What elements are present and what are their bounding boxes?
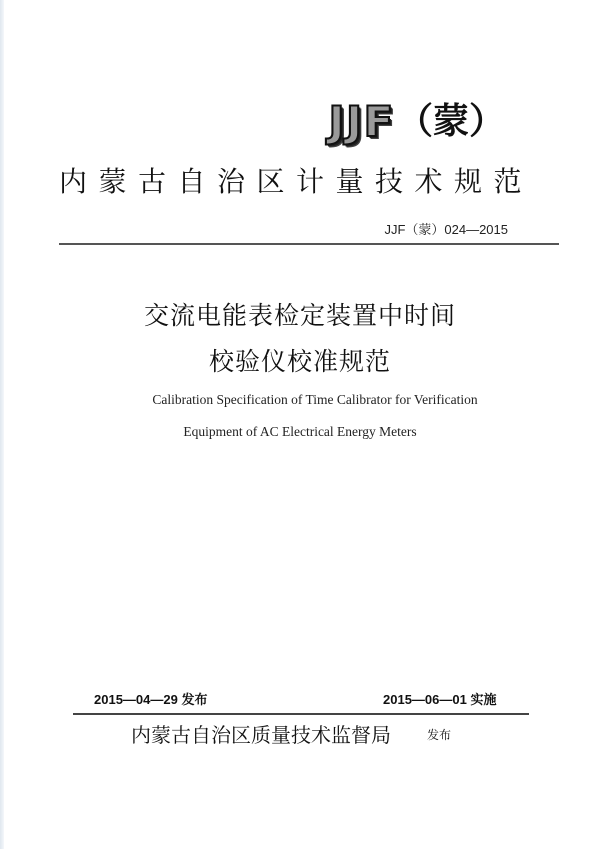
- logo-region: （蒙）: [396, 101, 505, 142]
- chinese-title-line-1: 交流电能表检定装置中时间: [143, 301, 456, 330]
- issuing-authority: 内蒙古自治区质量技术监督局: [131, 723, 391, 747]
- chinese-title-line-2: 校验仪校准规范: [208, 347, 391, 376]
- logo-letters: JJF: [328, 97, 395, 146]
- jjf-logo: [328, 97, 505, 146]
- implementation-date: 2015—06—01 实施: [383, 692, 497, 707]
- top-divider: [59, 243, 559, 245]
- standard-number: JJF（蒙）024—2015: [384, 222, 508, 237]
- english-title-line-2: Equipment of AC Electrical Energy Meters: [183, 424, 417, 439]
- issuer-suffix: 发布: [427, 728, 452, 742]
- english-title-line-1: Calibration Specification of Time Calibrator for Verification: [152, 392, 478, 407]
- issue-date: 2015—04—29 发布: [94, 692, 208, 707]
- standard-category: 内蒙古自治区计量技术规范: [59, 165, 534, 198]
- bottom-divider: [73, 713, 529, 715]
